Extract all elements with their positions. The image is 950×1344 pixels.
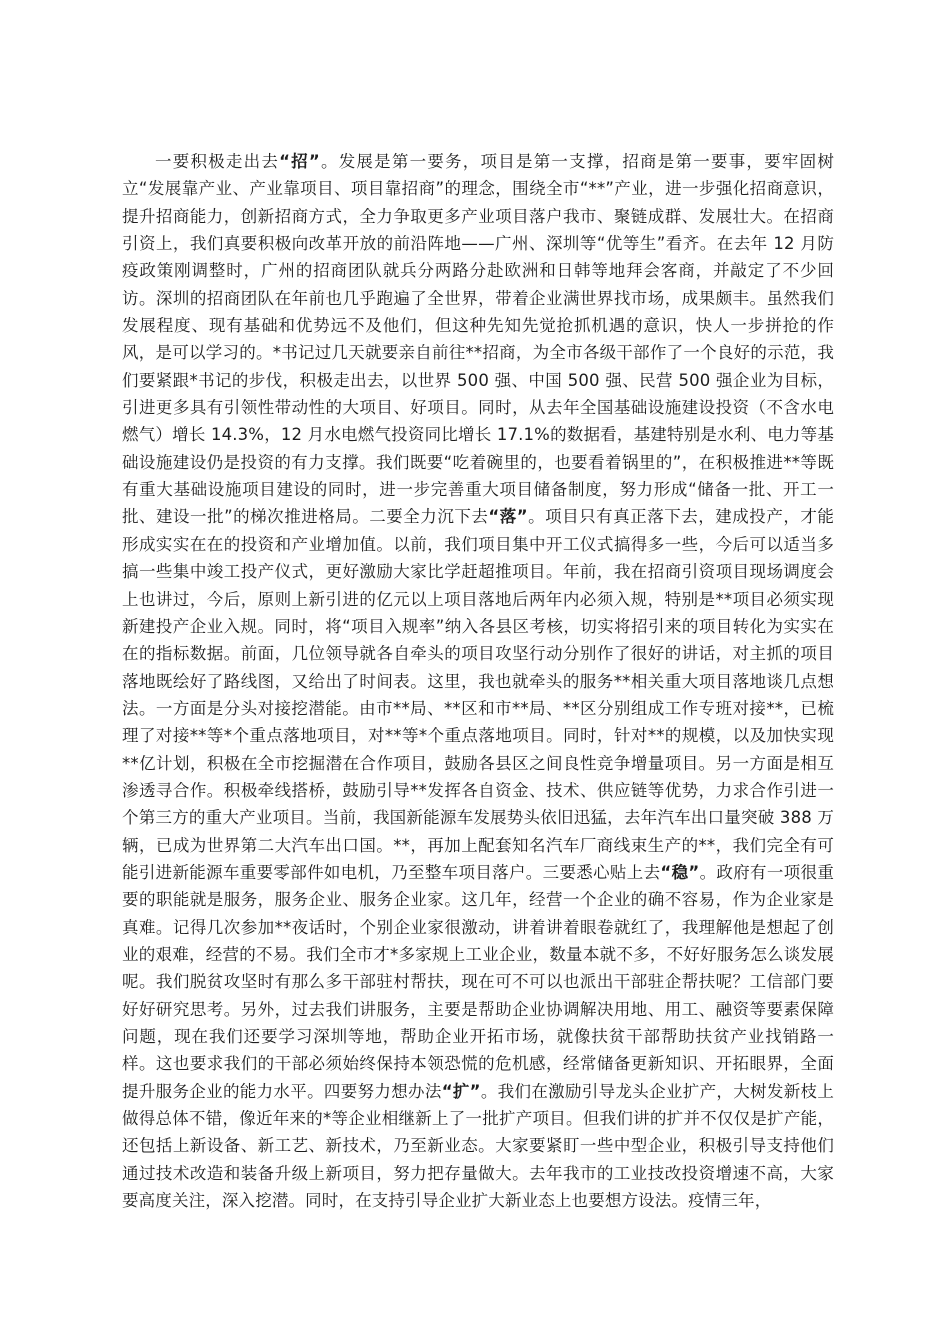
emphasis-kuo: “扩” <box>441 1081 481 1101</box>
text-run: 一要积极走出去 <box>155 152 280 171</box>
emphasis-wen: “稳” <box>660 862 700 882</box>
body-paragraph <box>122 148 834 1214</box>
text-run: 。政府有一项很重要的职能就是服务，服务企业、服务企业家。这几年，经营一个企业的确不容易，作为企业家是真难。记得几次参加**夜话时，个别企业家很激动，讲着讲着眼卷就红了，我理解他是想起了创业的艰难，经营的不易。我们全市才*多家规上工业企业，数量本就不多，不好好服务怎么谈发展呢。我们脱贫攻坚时有那么多干部驻村帮扶，现在可不可以也派出干部驻企帮扶呢？工信部门要好好研究思考。另外，过去我们讲服务，主要是帮助企业协调解决用地、用工、融资等要素保障问题，现在我们还要学习深圳等地，帮助企业开拓市场，就像扶贫干部帮助扶贫产业找销路一样。这也要求我们的干部必须始终保持本领恐慌的危机感，经常储备更新知识、开拓眼界，全面提升服务企业的能力水平。四要努力想办法 <box>122 862 835 1101</box>
text-run: 。项目只有真正落下去，建成投产，才能形成实实在在的投资和产业增加值。以前，我们项目集中开工仪式搞得多一些，今后可以适当多搞一些集中竣工投产仪式，更好激励大家比学赶超推项目。年前，我在招商引资项目现场调度会上也讲过，今后，原则上新引进的亿元以上项目落地后两年内必须入规，特别是**项目必须实现新建投产企业入规。同时，将“项目入规率”纳入各县区考核，切实将招引来的项目转化为实实在在的指标数据。前面，几位领导就各自牵头的项目攻坚行动分别作了很好的讲话，对主抓的项目落地既绘好了路线图，又给出了时间表。这里，我也就牵头的服务**相关重大项目落地谈几点想法。一方面是分头对接挖潜能。由市**局、**区和市**局、**区分别组成工作专班对接**，已梳理了对接**等*个重点落地项目，对**等*个重点落地项目。同时，针对**的规模，以及加快实现**亿计划，积极在全市挖掘潜在合作项目，鼓励各县区之间良性竞争增量项目。另一方面是相互渗透寻合作。积极牵线搭桥，鼓励引导**发挥各自资金、技术、供应链等优势，力求合作引进一个第三方的重大产业项目。当前，我国新能源车发展势头依旧迅猛，去年汽车出口量突破 388 万辆，已成为世界第二大汽车出口国。**，再加上配套知名汽车厂商线束生产的**，我们完全有可能引进新能源车重要零部件如电机，乃至整车项目落户。三要悉心贴上去 <box>122 507 835 882</box>
document-page <box>122 148 834 1214</box>
emphasis-zhao: “招” <box>279 152 320 171</box>
text-run: 。发展是第一要务，项目是第一支撑，招商是第一要事，要牢固树立“发展靠产业、产业靠项目、项目靠招商”的理念，围绕全市“**”产业，进一步强化招商意识，提升招商能力，创新招商方式，全力争取更多产业项目落户我市、聚链成群、发展壮大。在招商引资上，我们真要积极向改革开放的前沿阵地——广州、深圳等“优等生”看齐。在去年 12 月防疫政策刚调整时，广州的招商团队就兵分两路分赴欧洲和日韩等地拜会客商，并敲定了不少回访。深圳的招商团队在年前也几乎跑遍了全世界，带着企业满世界找市场，成果颇丰。虽然我们发展程度、现有基础和优势远不及他们，但这种先知先觉抢抓机遇的意识，快人一步拼抢的作风，是可以学习的。*书记过几天就要亲自前往**招商，为全市各级干部作了一个良好的示范，我们要紧跟*书记的步伐，积极走出去，以世界 500 强、中国 500 强、民营 500 强企业为目标，引进更多具有引领性带动性的大项目、好项目。同时，从去年全国基础设施建设投资（不含水电燃气）增长 14.3%，12 月水电燃气投资同比增长 17.1%的数据看，基建特别是水利、电力等基础设施建设仍是投资的有力支撑。我们既要“吃着碗里的，也要看着锅里的”，在积极推进**等既有重大基础设施项目建设的同时，进一步完善重大项目储备制度，努力形成“储备一批、开工一批、建设一批”的梯次推进格局。二要全力沉下去 <box>122 152 834 527</box>
emphasis-luo: “落” <box>488 507 528 527</box>
text-run: 。我们在激励引导龙头企业扩产，大树发新枝上做得总体不错，像近年来的*等企业相继新上了一批扩产项目。但我们讲的扩并不仅仅是扩产能，还包括上新设备、新工艺、新技术，乃至新业态。大家要紧盯一些中型企业，积极引导支持他们通过技术改造和装备升级上新项目，努力把存量做大。去年我市的工业技改投资增速不高，大家要高度关注，深入挖潜。同时，在支持引导企业扩大新业态上也要想方设法。疫情三年， <box>122 1081 835 1211</box>
